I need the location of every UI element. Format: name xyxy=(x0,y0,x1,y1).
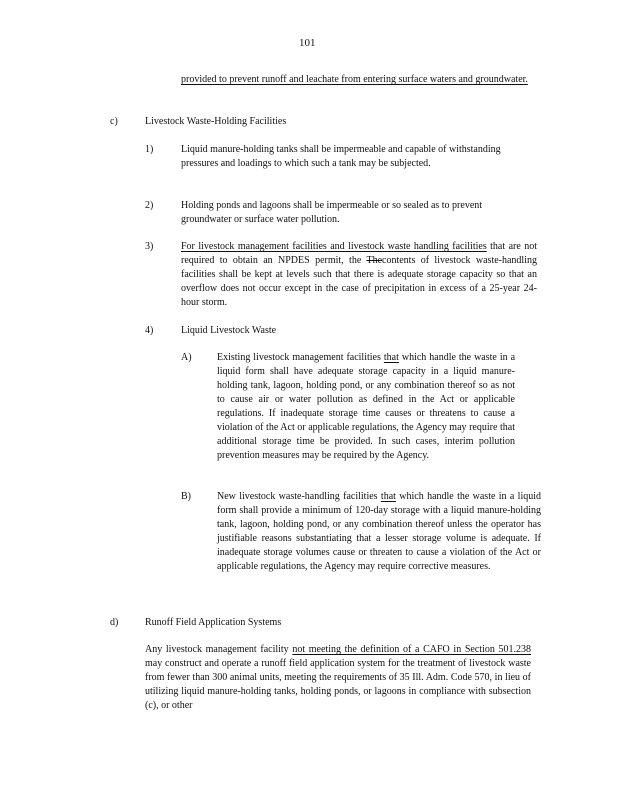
section-c-title: Livestock Waste-Holding Facilities xyxy=(145,116,287,127)
subitem-a-text-a: Existing livestock management facilities xyxy=(217,352,381,363)
item-1-number: 1) xyxy=(145,144,154,155)
item-2-text: Holding ponds and lagoons shall be impermeable or so sealed as to prevent groundwater or surface water pollution. xyxy=(181,200,483,225)
item-4-title: Liquid Livestock Waste xyxy=(181,325,277,336)
page-number: 101 xyxy=(299,37,316,49)
subitem-b-text xyxy=(217,490,541,574)
section-d-label: d) xyxy=(110,617,119,628)
item-1-text: Liquid manure-holding tanks shall be impermeable and capable of withstanding pressures and loadings to which such a tank may be subjected. xyxy=(181,144,501,169)
section-d-text xyxy=(145,643,531,713)
item-3-deleted-text: The xyxy=(366,255,383,266)
intro-paragraph xyxy=(181,73,535,87)
item-3-text-a: that are not required to obtain an NPDES permit, the xyxy=(181,241,538,266)
subitem-a-text-b: which handle the waste in a liquid form shall have adequate storage capacity in a liquid manure-holding tank, lagoon, holding pond, or any combination thereof so as not to cause air or water pollution as defined in the Act or applicable regulations. If inadequate storage time causes or threatens to cause a violation of the Act or applicable regulations, the Agency may require that additional storage time be provided. In such cases, interim pollution prevention measures may be required by the Agency. xyxy=(217,352,516,461)
item-3-text xyxy=(181,240,537,310)
subitem-a-text xyxy=(217,351,515,463)
item-2-number: 2) xyxy=(145,200,154,211)
subitem-b-number: B) xyxy=(181,491,191,502)
item-4-number: 4) xyxy=(145,325,154,336)
section-c-label: c) xyxy=(110,116,118,127)
subitem-b-text-a: New livestock waste-handling facilities xyxy=(217,491,378,502)
item-3-inserted-text: For livestock management facilities and livestock waste handling facilities xyxy=(181,241,487,252)
intro-line-2: groundwater. xyxy=(475,74,528,85)
subitem-a-inserted-text: that xyxy=(383,352,399,363)
section-d-text-b: may construct and operate a runoff field application system for the treatment of livestock waste from fewer than 300 animal units, meeting the requirements of 35 Ill. Adm. Code 570, in lieu of utilizing liquid manure-holding tanks, holding ponds, or lagoons in compliance with subsection (c), or other xyxy=(145,658,531,711)
section-d-text-a: Any livestock management facility xyxy=(145,644,289,655)
intro-line-1: provided to prevent runoff and leachate from entering surface waters and xyxy=(181,74,473,85)
subitem-a-number: A) xyxy=(181,352,192,363)
subitem-b-text-b: which handle the waste in a liquid form shall provide a minimum of 120-day storage with a liquid manure-holding tank, lagoon, holding pond, or any combination thereof unless the operator has justifiable reasons substantiating that a lesser storage volume is adequate. If inadequate storage volumes cause or threaten to cause a violation of the Act or applicable regulations, the Agency may require corrective measures. xyxy=(217,491,542,572)
item-3-number: 3) xyxy=(145,241,154,252)
subitem-b-inserted-text: that xyxy=(380,491,396,502)
item-3-text-b: contents of livestock waste-handling facilities shall be kept at levels such that there is adequate storage capacity so that an overflow does not occur except in the case of precipitation in excess of a 25-year 24-hour storm. xyxy=(181,255,537,308)
section-d-title: Runoff Field Application Systems xyxy=(145,617,282,628)
section-d-inserted-text: not meeting the definition of a CAFO in Section 501.238 xyxy=(292,644,532,655)
